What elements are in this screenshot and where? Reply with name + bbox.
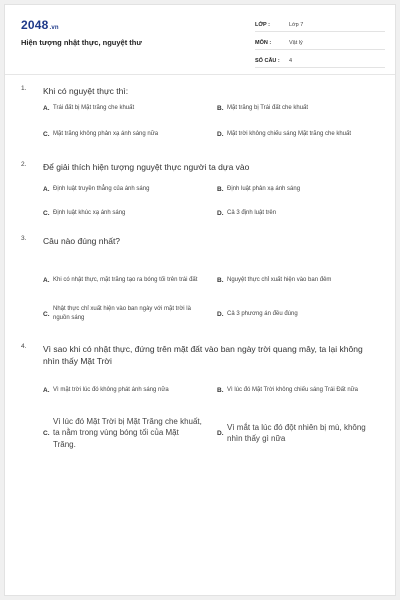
question-text: Để giải thích hiện tượng nguyệt thực người ta dựa vào <box>43 162 250 172</box>
meta-key: MÔN : <box>255 40 272 46</box>
option-c[interactable] <box>43 303 213 325</box>
logo-text: 2048 <box>21 18 49 32</box>
option-d[interactable] <box>217 413 381 453</box>
option-d[interactable] <box>217 303 381 325</box>
question-text: Câu nào đúng nhất? <box>43 236 121 246</box>
question-number: 3. <box>21 235 27 242</box>
meta-row-count <box>255 52 385 68</box>
option-letter: D. <box>217 130 224 138</box>
question-text: Khi có nguyệt thực thì: <box>43 86 129 96</box>
option-letter: A. <box>43 104 50 112</box>
question-number: 1. <box>21 85 27 92</box>
meta-key: LỚP : <box>255 22 270 28</box>
option-a[interactable] <box>43 183 213 195</box>
worksheet-header <box>5 5 395 75</box>
meta-key: SỐ CÂU : <box>255 58 280 64</box>
option-letter: B. <box>217 185 224 193</box>
site-logo[interactable] <box>21 18 59 32</box>
option-text: Trái đất bị Mặt trăng che khuất <box>53 104 135 111</box>
option-letter: B. <box>217 386 224 394</box>
option-letter: A. <box>43 185 50 193</box>
option-text: Định luật khúc xạ ánh sáng <box>53 209 126 216</box>
meta-row-subject <box>255 34 385 50</box>
option-text: Vì lúc đó Mặt Trời không chiếu sáng Trái Đất nữa <box>227 386 359 393</box>
option-b[interactable] <box>217 101 381 115</box>
option-b[interactable] <box>217 183 381 195</box>
option-letter: B. <box>217 276 224 284</box>
option-letter: A. <box>43 386 50 394</box>
option-text: Vì lúc đó Mặt Trời bị Mặt Trăng che khuất, ta nằm trong vùng bóng tối của Mặt Trăng. <box>53 416 202 449</box>
option-text: Định luật truyền thẳng của ánh sáng <box>53 185 150 192</box>
option-a[interactable] <box>43 269 213 291</box>
option-b[interactable] <box>217 377 381 403</box>
option-text: Mặt trăng bị Trái đất che khuất <box>227 104 309 111</box>
option-c[interactable] <box>43 123 213 145</box>
option-letter: A. <box>43 276 50 284</box>
option-c[interactable] <box>43 207 213 219</box>
meta-info <box>255 16 385 70</box>
question-number: 4. <box>21 343 27 350</box>
logo-tld: .vn <box>49 25 59 31</box>
option-text: Nhật thực chỉ xuất hiện vào ban ngày với mặt trời là nguồn sáng <box>53 306 191 321</box>
option-letter: D. <box>217 209 224 217</box>
option-text: Mặt trăng không phản xạ ánh sáng nữa <box>53 130 159 137</box>
option-text: Nguyệt thực chỉ xuất hiện vào ban đêm <box>227 276 332 283</box>
option-d[interactable] <box>217 123 381 145</box>
meta-value: Lớp 7 <box>289 22 304 28</box>
worksheet-page <box>4 4 396 596</box>
option-text: Định luật phản xạ ánh sáng <box>227 185 301 192</box>
option-letter: C. <box>43 310 50 318</box>
option-text: Cả 3 phương án đều đúng <box>227 310 298 317</box>
option-letter: B. <box>217 104 224 112</box>
option-text: Khi có nhật thực, mặt trăng tạo ra bóng tối trên trái đất <box>53 276 198 283</box>
option-letter: C. <box>43 429 50 437</box>
option-a[interactable] <box>43 377 213 403</box>
option-letter: C. <box>43 209 50 217</box>
option-letter: C. <box>43 130 50 138</box>
option-text: Mặt trời không chiếu sáng Mặt trăng che khuất <box>227 130 352 137</box>
option-text: Vì mắt ta lúc đó đột nhiên bị mù, không nhìn thấy gì nữa <box>227 422 366 443</box>
option-c[interactable] <box>43 413 213 453</box>
option-text: Vì mặt trời lúc đó không phát ánh sáng nữa <box>53 386 169 393</box>
question-number: 2. <box>21 161 27 168</box>
option-text: Cả 3 định luật trên <box>227 209 277 216</box>
meta-row-class <box>255 16 385 32</box>
option-letter: D. <box>217 429 224 437</box>
option-a[interactable] <box>43 101 213 115</box>
option-d[interactable] <box>217 207 381 219</box>
meta-value: Vật lý <box>289 40 303 46</box>
option-letter: D. <box>217 310 224 318</box>
page-title: Hiện tượng nhật thực, nguyệt thư <box>21 38 142 47</box>
option-b[interactable] <box>217 269 381 291</box>
question-text: Vì sao khi có nhật thực, đứng trên mặt đất vào ban ngày trời quang mây, ta lại không nhìn thấy Mặt Trời <box>43 344 363 366</box>
meta-value: 4 <box>289 58 293 64</box>
